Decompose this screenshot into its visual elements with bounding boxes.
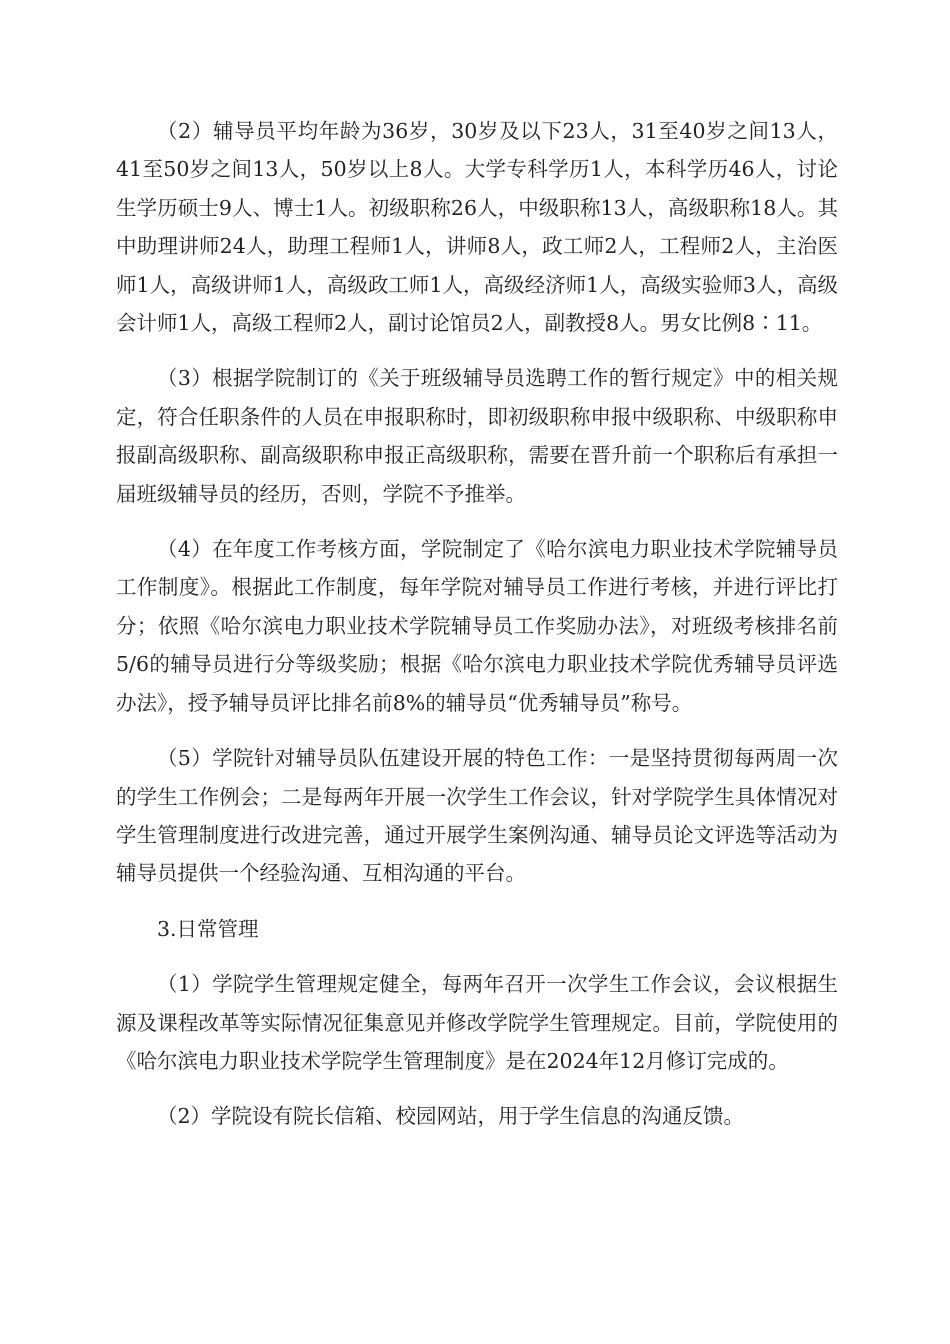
paragraph-annual-assessment: （4）在年度工作考核方面，学院制定了《哈尔滨电力职业技术学院辅导员工作制度》。根据此工作制度，每年学院对辅导员工作进行考核，并进行评比打分；依照《哈尔滨电力职业技术学院辅导员工作奖励办法》，对班级考核排名前5/6的辅导员进行分等级奖励；根据《哈尔滨电力职业技术学院优秀辅导员评选办法》，授予辅导员评比排名前8%的辅导员“优秀辅导员”称号。 xyxy=(116,537,838,715)
section-heading-daily-management: 3.日常管理 xyxy=(157,916,259,941)
paragraph-counselor-statistics: （2）辅导员平均年龄为36岁，30岁及以下23人，31至40岁之间13人，41至50岁之间13人，50岁以上8人。大学专科学历1人，本科学历46人，讨论生学历硕士9人、博士1人。初级职称26人，中级职称13人，高级职称18人。其中助理讲师24人，助理工程师1人，讲师8人，政工师2人，工程师2人，主治医师1人，高级讲师1人，高级政工师1人，高级经济师1人，高级实验师3人，高级会计师1人，高级工程师2人，副讨论馆员2人，副教授8人。男女比例8∶11。 xyxy=(116,119,838,336)
paragraph-feedback-channels: （2）学院设有院长信箱、校园网站，用于学生信息的沟通反馈。 xyxy=(157,1104,745,1129)
paragraph-management-rules: （1）学院学生管理规定健全，每两年召开一次学生工作会议，会议根据生源及课程改革等实际情况征集意见并修改学院学生管理规定。目前，学院使用的《哈尔滨电力职业技术学院学生管理制度》是在2024年12月修订完成的。 xyxy=(116,972,838,1073)
document-page xyxy=(116,112,838,1153)
paragraph-special-work: （5）学院针对辅导员队伍建设开展的特色工作：一是坚持贯彻每两周一次的学生工作例会；二是每两年开展一次学生工作会议，针对学院学生具体情况对学生管理制度进行改进完善，通过开展学生案例沟通、辅导员论文评选等活动为辅导员提供一个经验沟通、互相沟通的平台。 xyxy=(116,746,838,886)
paragraph-title-promotion-rule: （3）根据学院制订的《关于班级辅导员选聘工作的暂行规定》中的相关规定，符合任职条件的人员在申报职称时，即初级职称申报中级职称、中级职称申报副高级职称、副高级职称申报正高级职称，需要在晋升前一个职称后有承担一届班级辅导员的经历，否则，学院不予推举。 xyxy=(116,366,838,506)
